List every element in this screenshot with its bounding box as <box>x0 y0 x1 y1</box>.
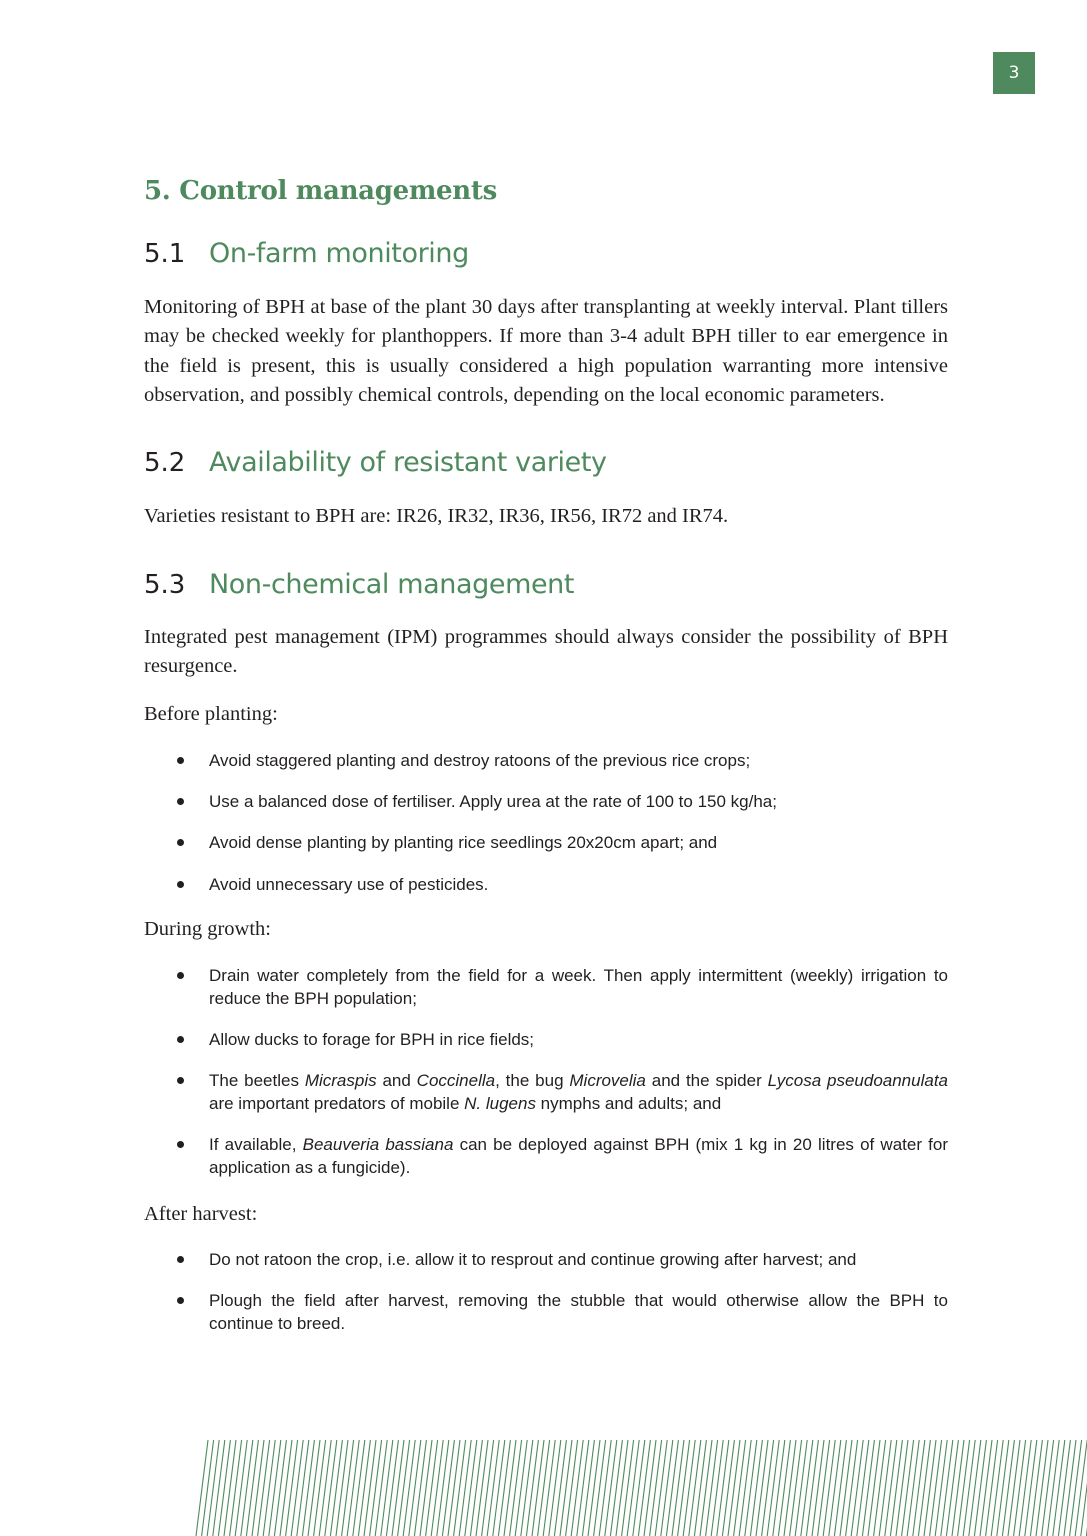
hatch-line <box>997 1440 1009 1536</box>
list-item <box>174 1028 948 1051</box>
hatch-line <box>599 1440 611 1536</box>
section-title: 5. Control managements <box>144 176 497 206</box>
hatch-line <box>885 1440 897 1536</box>
list-item <box>174 873 948 896</box>
hatch-line <box>493 1440 505 1536</box>
subsection-title: On-farm monitoring <box>209 238 469 269</box>
hatch-line <box>1030 1440 1042 1536</box>
hatch-line <box>952 1440 964 1536</box>
hatch-line <box>515 1440 527 1536</box>
hatch-line <box>829 1440 841 1536</box>
hatch-line <box>750 1440 762 1536</box>
hatch-line <box>235 1440 247 1536</box>
list-item-text: Use a balanced dose of fertiliser. Apply urea at the rate of 100 to 150 kg/ha; <box>209 792 777 811</box>
hatch-line <box>1008 1440 1020 1536</box>
list-item-text: The beetles Micraspis and Coccinella, the bug Microvelia and the spider Lycosa pseudoannulata are important predators of mobile N. lugens nymphs and adults; and <box>209 1071 948 1113</box>
hatch-line <box>890 1440 902 1536</box>
after-harvest-list <box>174 1248 948 1335</box>
hatch-line <box>224 1440 236 1536</box>
hatch-line <box>907 1440 919 1536</box>
subsection-number: 5.1 <box>144 239 186 269</box>
hatch-line <box>941 1440 953 1536</box>
hatch-line <box>823 1440 835 1536</box>
hatch-line <box>930 1440 942 1536</box>
list-item <box>174 964 948 1010</box>
hatch-line <box>650 1440 662 1536</box>
hatch-line <box>840 1440 852 1536</box>
hatch-line <box>582 1440 594 1536</box>
decorative-hatch-pattern <box>0 1440 1087 1536</box>
hatch-line <box>801 1440 813 1536</box>
hatch-line <box>734 1440 746 1536</box>
before-planting-label: Before planting: <box>144 703 278 725</box>
hatch-line <box>1036 1440 1048 1536</box>
hatch-line <box>358 1440 370 1536</box>
hatch-line <box>218 1440 230 1536</box>
hatch-line <box>991 1440 1003 1536</box>
hatch-line <box>336 1440 348 1536</box>
hatch-line <box>862 1440 874 1536</box>
list-item-text: Do not ratoon the crop, i.e. allow it to resprout and continue growing after harvest; and <box>209 1250 857 1269</box>
list-item <box>174 749 948 772</box>
hatch-line <box>532 1440 544 1536</box>
bullet-icon <box>177 1036 184 1043</box>
during-growth-label: During growth: <box>144 918 271 940</box>
hatch-line <box>756 1440 768 1536</box>
list-item <box>174 1289 948 1335</box>
hatch-line <box>476 1440 488 1536</box>
hatch-line <box>280 1440 292 1536</box>
subsection-heading-monitoring <box>144 237 469 271</box>
hatch-line <box>487 1440 499 1536</box>
list-item-text: Allow ducks to forage for BPH in rice fields; <box>209 1030 535 1049</box>
hatch-line <box>722 1440 734 1536</box>
page-number-badge: 3 <box>993 52 1035 94</box>
list-item <box>174 1069 948 1115</box>
hatch-line <box>431 1440 443 1536</box>
hatch-line <box>795 1440 807 1536</box>
hatch-line <box>874 1440 886 1536</box>
bullet-icon <box>177 1077 184 1084</box>
hatch-line <box>605 1440 617 1536</box>
hatch-line <box>683 1440 695 1536</box>
hatch-line <box>745 1440 757 1536</box>
subsection-heading-non-chemical <box>144 568 574 602</box>
hatch-line <box>924 1440 936 1536</box>
subsection-heading-resistant-variety <box>144 446 607 480</box>
hatch-line <box>678 1440 690 1536</box>
bullet-icon <box>177 757 184 764</box>
subsection-title: Availability of resistant variety <box>209 447 607 478</box>
hatch-line <box>274 1440 286 1536</box>
hatch-line <box>694 1440 706 1536</box>
list-item <box>174 1248 948 1271</box>
hatch-line <box>498 1440 510 1536</box>
list-item <box>174 790 948 813</box>
hatch-line <box>202 1440 214 1536</box>
hatch-line <box>319 1440 331 1536</box>
hatch-line <box>588 1440 600 1536</box>
hatch-line <box>482 1440 494 1536</box>
hatch-line <box>577 1440 589 1536</box>
hatch-line <box>986 1440 998 1536</box>
hatch-line <box>297 1440 309 1536</box>
hatch-line <box>610 1440 622 1536</box>
hatch-line <box>325 1440 337 1536</box>
hatch-line <box>426 1440 438 1536</box>
bullet-icon <box>177 798 184 805</box>
hatch-line <box>1064 1440 1076 1536</box>
subsection-number: 5.2 <box>144 448 186 478</box>
hatch-line <box>409 1440 421 1536</box>
hatch-line <box>1053 1440 1065 1536</box>
hatch-line <box>1075 1440 1087 1536</box>
hatch-line <box>207 1440 219 1536</box>
bullet-icon <box>177 1297 184 1304</box>
hatch-line <box>812 1440 824 1536</box>
hatch-line <box>370 1440 382 1536</box>
after-harvest-label: After harvest: <box>144 1203 258 1225</box>
hatch-line <box>538 1440 550 1536</box>
list-item-text: Avoid staggered planting and destroy ratoons of the previous rice crops; <box>209 751 751 770</box>
list-item-text: Drain water completely from the field for a week. Then apply intermittent (weekly) irrigation to reduce the BPH population; <box>209 966 948 1008</box>
hatch-line <box>666 1440 678 1536</box>
hatch-line <box>706 1440 718 1536</box>
hatch-line <box>342 1440 354 1536</box>
hatch-line <box>857 1440 869 1536</box>
hatch-line <box>806 1440 818 1536</box>
hatch-line <box>454 1440 466 1536</box>
hatch-line <box>286 1440 298 1536</box>
hatch-line <box>1047 1440 1059 1536</box>
hatch-line <box>549 1440 561 1536</box>
hatch-line <box>1025 1440 1037 1536</box>
hatch-line <box>470 1440 482 1536</box>
hatch-line <box>739 1440 751 1536</box>
hatch-line <box>571 1440 583 1536</box>
hatch-line <box>554 1440 566 1536</box>
during-growth-list <box>174 964 948 1179</box>
hatch-line <box>314 1440 326 1536</box>
hatch-line <box>543 1440 555 1536</box>
hatch-line <box>386 1440 398 1536</box>
hatch-line <box>308 1440 320 1536</box>
hatch-line <box>896 1440 908 1536</box>
hatch-line <box>627 1440 639 1536</box>
hatch-line <box>846 1440 858 1536</box>
hatch-line <box>594 1440 606 1536</box>
hatch-line <box>868 1440 880 1536</box>
bullet-icon <box>177 972 184 979</box>
hatch-line <box>330 1440 342 1536</box>
hatch-line <box>778 1440 790 1536</box>
bullet-icon <box>177 1141 184 1148</box>
hatch-line <box>302 1440 314 1536</box>
hatch-line <box>622 1440 634 1536</box>
hatch-line <box>958 1440 970 1536</box>
hatch-line <box>784 1440 796 1536</box>
hatch-line <box>661 1440 673 1536</box>
bullet-icon <box>177 1256 184 1263</box>
resistant-variety-paragraph: Varieties resistant to BPH are: IR26, IR32, IR36, IR56, IR72 and IR74. <box>144 505 729 527</box>
hatch-line <box>448 1440 460 1536</box>
hatch-line <box>935 1440 947 1536</box>
hatch-line <box>196 1440 208 1536</box>
hatch-line <box>1070 1440 1082 1536</box>
hatch-line <box>269 1440 281 1536</box>
hatch-line <box>375 1440 387 1536</box>
hatch-line <box>566 1440 578 1536</box>
hatch-line <box>258 1440 270 1536</box>
hatch-line <box>403 1440 415 1536</box>
hatch-line <box>347 1440 359 1536</box>
bullet-icon <box>177 839 184 846</box>
hatch-line <box>767 1440 779 1536</box>
hatch-line <box>1019 1440 1031 1536</box>
hatch-line <box>560 1440 572 1536</box>
hatch-line <box>246 1440 258 1536</box>
hatch-line <box>974 1440 986 1536</box>
list-item-text: Avoid dense planting by planting rice seedlings 20x20cm apart; and <box>209 833 718 852</box>
hatch-line <box>879 1440 891 1536</box>
before-planting-list <box>174 749 948 896</box>
hatch-line <box>762 1440 774 1536</box>
hatch-line <box>717 1440 729 1536</box>
hatch-line <box>946 1440 958 1536</box>
hatch-line <box>263 1440 275 1536</box>
hatch-line <box>913 1440 925 1536</box>
hatch-line <box>969 1440 981 1536</box>
hatch-line <box>1014 1440 1026 1536</box>
hatch-line <box>616 1440 628 1536</box>
hatch-line <box>213 1440 225 1536</box>
hatch-line <box>353 1440 365 1536</box>
subsection-title: Non-chemical management <box>209 569 575 600</box>
hatch-line <box>818 1440 830 1536</box>
ipm-paragraph: Integrated pest management (IPM) programmes should always consider the possibility of BPH resurgence. <box>144 626 948 678</box>
hatch-line <box>504 1440 516 1536</box>
hatch-line <box>728 1440 740 1536</box>
hatch-line <box>902 1440 914 1536</box>
hatch-line <box>465 1440 477 1536</box>
hatch-line <box>392 1440 404 1536</box>
list-item-text: Avoid unnecessary use of pesticides. <box>209 875 489 894</box>
hatch-line <box>230 1440 242 1536</box>
hatch-line <box>851 1440 863 1536</box>
hatch-line <box>655 1440 667 1536</box>
hatch-line <box>414 1440 426 1536</box>
hatch-line <box>364 1440 376 1536</box>
subsection-number: 5.3 <box>144 570 186 600</box>
hatch-line <box>918 1440 930 1536</box>
hatch-line <box>521 1440 533 1536</box>
hatch-line <box>510 1440 522 1536</box>
hatch-line <box>834 1440 846 1536</box>
monitoring-paragraph: Monitoring of BPH at base of the plant 30 days after transplanting at weekly interval. Plant tillers may be checked weekly for planthoppers. If more than 3-4 adult BPH tiller to ear emergence in the field is present, this is usually considered a high population warranting more intensive observation, and possibly chemical controls, depending on the local economic parameters. <box>144 296 948 406</box>
list-item <box>174 1133 948 1179</box>
hatch-line <box>459 1440 471 1536</box>
list-item-text: Plough the field after harvest, removing the stubble that would otherwise allow the BPH to continue to breed. <box>209 1291 948 1333</box>
hatch-line <box>442 1440 454 1536</box>
hatch-line <box>437 1440 449 1536</box>
hatch-line <box>633 1440 645 1536</box>
hatch-line <box>398 1440 410 1536</box>
hatch-line <box>773 1440 785 1536</box>
hatch-line <box>980 1440 992 1536</box>
hatch-line <box>711 1440 723 1536</box>
hatch-line <box>291 1440 303 1536</box>
hatch-line <box>1058 1440 1070 1536</box>
hatch-line <box>1002 1440 1014 1536</box>
hatch-line <box>241 1440 253 1536</box>
hatch-line <box>963 1440 975 1536</box>
hatch-line <box>526 1440 538 1536</box>
hatch-line <box>252 1440 264 1536</box>
list-item <box>174 831 948 854</box>
hatch-line <box>381 1440 393 1536</box>
list-item-text: If available, Beauveria bassiana can be deployed against BPH (mix 1 kg in 20 litres of water for application as a fungicide). <box>209 1135 948 1177</box>
hatch-line <box>420 1440 432 1536</box>
bullet-icon <box>177 881 184 888</box>
hatch-line <box>700 1440 712 1536</box>
hatch-line <box>644 1440 656 1536</box>
hatch-line <box>790 1440 802 1536</box>
hatch-line <box>672 1440 684 1536</box>
hatch-line <box>1042 1440 1054 1536</box>
hatch-line <box>689 1440 701 1536</box>
hatch-line <box>638 1440 650 1536</box>
